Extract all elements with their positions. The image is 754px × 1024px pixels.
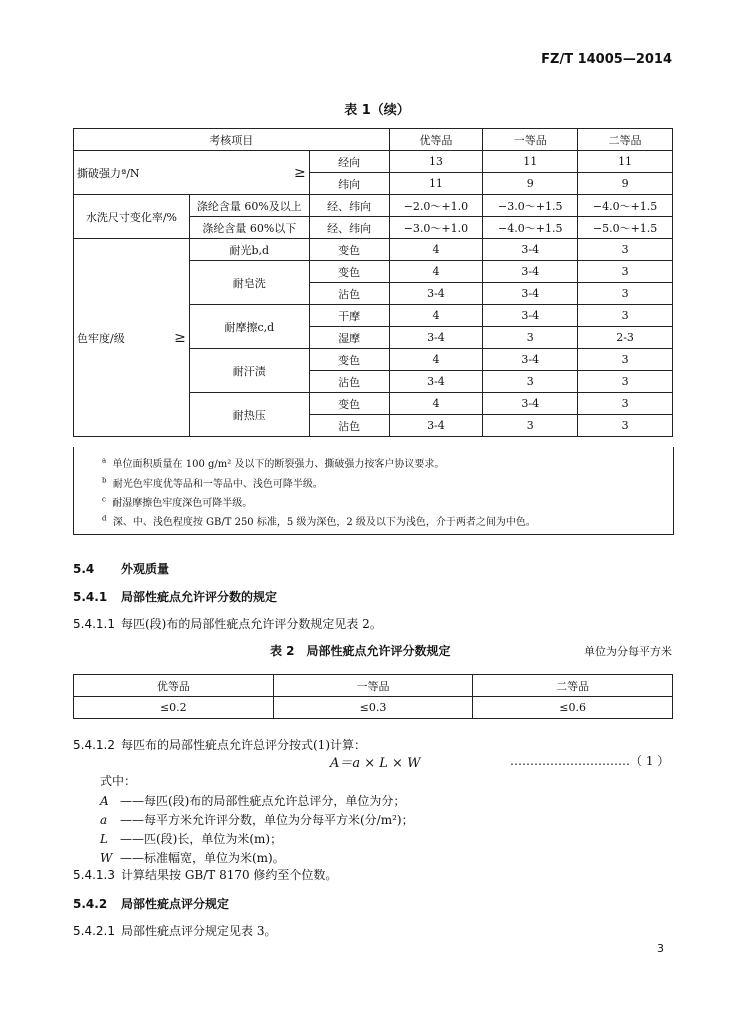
table1-header-grade-2: 一等品: [483, 129, 578, 151]
table-cell: 3: [578, 261, 673, 283]
table-cell: 11: [389, 173, 483, 195]
table-cell: 3: [578, 393, 673, 415]
table2-header-1: 优等品: [74, 675, 274, 697]
table2: [73, 674, 673, 719]
table-cell: 11: [578, 151, 673, 173]
table-cell: 9: [483, 173, 578, 195]
wash-shrinkage-label: 水洗尺寸变化率/%: [74, 195, 190, 239]
section-5-4-1-2: 5.4.1.2 每匹布的局部性疵点允许总评分按式(1)计算：: [73, 738, 366, 752]
table2-header-3: 二等品: [473, 675, 673, 697]
table-cell: 4: [389, 261, 483, 283]
var-L: L ——匹(段)长，单位为米(m)；: [100, 832, 283, 846]
table-cell: 4: [389, 305, 483, 327]
table1-notes: [73, 447, 674, 535]
fastness-test-name: 耐皂洗: [189, 261, 309, 305]
fastness-subitem: 沾色: [309, 283, 389, 305]
table-cell: 3-4: [483, 239, 578, 261]
polyester-condition: 涤纶含量 60%及以上: [189, 195, 309, 217]
note-c: $^c$ 耐湿摩擦色牢度深色可降半级。: [102, 495, 253, 509]
section-5-4-2: 5.4.2 局部性疵点评分规定: [73, 897, 230, 911]
table-cell: 3: [483, 415, 578, 437]
table-cell: 3-4: [483, 393, 578, 415]
table-cell: 2-3: [578, 327, 673, 349]
table-cell: 9: [578, 173, 673, 195]
color-label-text: 色牢度/级: [77, 331, 125, 345]
table-cell: −5.0～+1.5: [578, 217, 673, 239]
var-A: A ——每匹(段)布的局部性疵点允许总评分，单位为分；: [100, 794, 406, 808]
wash-direction: 经、纬向: [309, 217, 389, 239]
geq-symbol: ≥: [294, 164, 306, 181]
section-5-4-1: 5.4.1 局部性疵点允许评分数的规定: [73, 590, 278, 604]
page-number: 3: [657, 942, 664, 955]
table-cell: 3-4: [483, 349, 578, 371]
tear-strength-label: [74, 151, 310, 195]
fastness-test-name: 耐光b,d: [189, 239, 309, 261]
var-a: a ——每平方米允许评分数，单位为分每平方米(分/m²)；: [100, 813, 414, 827]
table1-header-grade-1: 优等品: [389, 129, 483, 151]
table1: [73, 128, 673, 437]
polyester-condition: 涤纶含量 60%以下: [189, 217, 309, 239]
fastness-subitem: 沾色: [309, 371, 389, 393]
section-5-4-2-1: 5.4.2.1 局部性疵点评分规定见表 3。: [73, 924, 277, 938]
table-cell: 3: [483, 327, 578, 349]
note-b: $^b$ 耐光色牢度优等品和一等品中、浅色可降半级。: [102, 476, 323, 490]
table-cell: 4: [389, 349, 483, 371]
table-cell: −3.0～+1.5: [483, 195, 578, 217]
table-cell: 11: [483, 151, 578, 173]
where-label: 式中：: [100, 774, 137, 788]
table2-title: 表 2 局部性疵点允许评分数规定: [270, 644, 451, 658]
geq-symbol: ≥: [174, 329, 186, 346]
table-cell: 3: [578, 415, 673, 437]
fastness-subitem: 变色: [309, 261, 389, 283]
fastness-subitem: 变色: [309, 393, 389, 415]
table-cell: −3.0～+1.0: [389, 217, 483, 239]
table-cell: 4: [389, 393, 483, 415]
fastness-subitem: 沾色: [309, 415, 389, 437]
table-cell: 3: [578, 305, 673, 327]
table2-header-2: 一等品: [273, 675, 473, 697]
table2-unit: 单位为分每平方米: [584, 645, 672, 658]
table-cell: 4: [389, 239, 483, 261]
table-cell: 3: [578, 239, 673, 261]
table-cell: 3-4: [483, 283, 578, 305]
fastness-test-name: 耐汗渍: [189, 349, 309, 393]
section-5-4-1-1: 5.4.1.1 每匹(段)布的局部性疵点允许评分数规定见表 2。: [73, 617, 382, 631]
table-cell: 3: [578, 371, 673, 393]
table-cell: 13: [389, 151, 483, 173]
table-cell: −4.0～+1.5: [483, 217, 578, 239]
standard-code: FZ/T 14005—2014: [541, 52, 672, 67]
color-fastness-label: [74, 239, 190, 437]
tear-label-text: 撕破强力ª/N: [77, 166, 140, 180]
fastness-test-name: 耐热压: [189, 393, 309, 437]
var-W: W ——标准幅宽，单位为米(m)。: [100, 851, 285, 865]
table-cell: 3: [483, 371, 578, 393]
table-cell: 3: [578, 349, 673, 371]
fastness-subitem: 变色: [309, 239, 389, 261]
note-a: $^a$ 单位面积质量在 100 g/m² 及以下的断裂强力、撕破强力按客户协议要求。: [102, 456, 445, 470]
table-cell: 3-4: [389, 283, 483, 305]
section-5-4: 5.4 外观质量: [73, 562, 170, 576]
table-cell: 3-4: [483, 305, 578, 327]
table-cell: −2.0～+1.0: [389, 195, 483, 217]
table-cell: 3-4: [389, 371, 483, 393]
fastness-test-name: 耐摩擦c,d: [189, 305, 309, 349]
table-cell: 3-4: [389, 415, 483, 437]
table2-value-3: ≤0.6: [473, 697, 673, 719]
table-cell: 3-4: [389, 327, 483, 349]
table2-value-1: ≤0.2: [74, 697, 274, 719]
table1-header-item: 考核项目: [74, 129, 390, 151]
table2-value-2: ≤0.3: [273, 697, 473, 719]
table1-title: 表 1（续）: [344, 103, 410, 118]
note-d: $^d$ 深、中、浅色程度按 GB/T 250 标准，5 级为深色，2 级及以下为浅色，介于两者之间为中色。: [102, 514, 536, 528]
table1-header-grade-3: 二等品: [578, 129, 673, 151]
table-cell: 3: [578, 283, 673, 305]
table-cell: −4.0～+1.5: [578, 195, 673, 217]
fastness-subitem: 湿摩: [309, 327, 389, 349]
fastness-subitem: 干摩: [309, 305, 389, 327]
tear-direction: 经向: [309, 151, 389, 173]
wash-direction: 经、纬向: [309, 195, 389, 217]
formula: A＝a × L × W: [330, 756, 421, 771]
fastness-subitem: 变色: [309, 349, 389, 371]
section-5-4-1-3: 5.4.1.3 计算结果按 GB/T 8170 修约至个位数。: [73, 868, 338, 882]
equation-number: …………………………（ 1 ）: [510, 754, 670, 768]
table-cell: 3-4: [483, 261, 578, 283]
tear-direction: 纬向: [309, 173, 389, 195]
